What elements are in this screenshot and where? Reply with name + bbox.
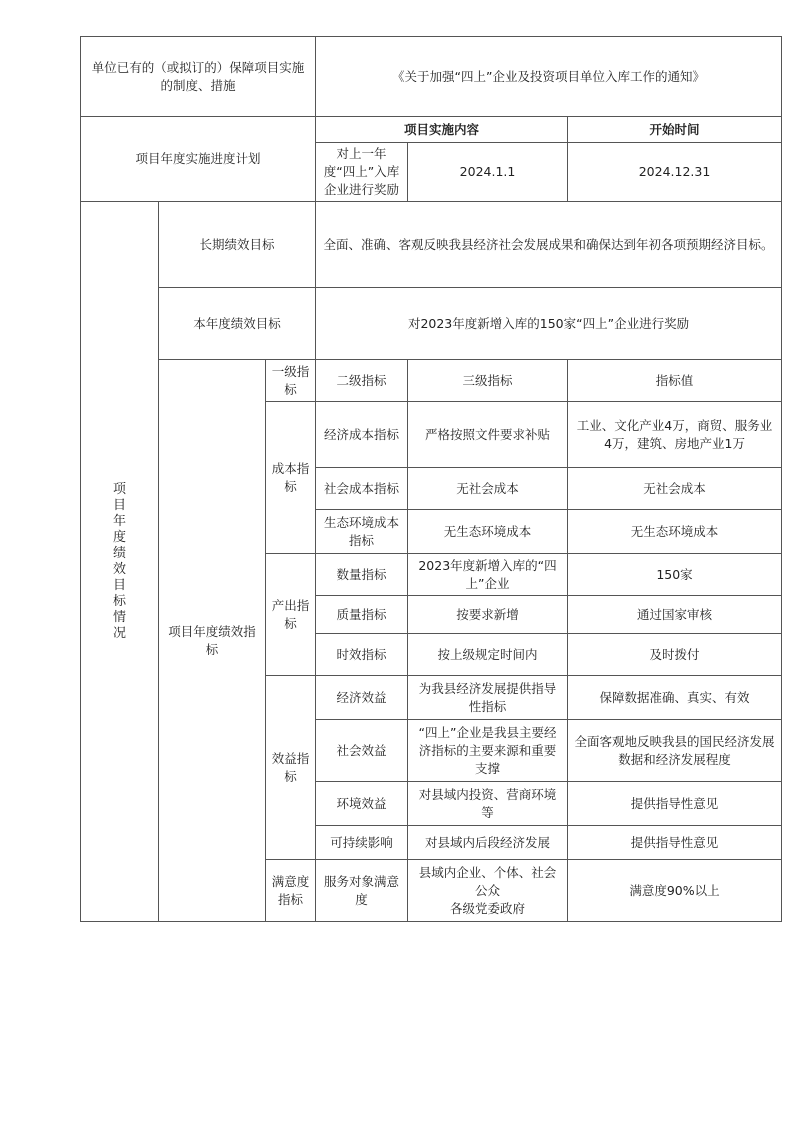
indicator-level3: 按上级规定时间内: [408, 634, 568, 676]
system-value: 《关于加强“四上”企业及投资项目单位入库工作的通知》: [316, 37, 782, 117]
indicator-value: 工业、文化产业4万，商贸、服务业4万，建筑、房地产业1万: [568, 402, 782, 468]
indicator-value: 全面客观地反映我县的国民经济发展数据和经济发展程度: [568, 720, 782, 782]
long-term-value: 全面、准确、客观反映我县经济社会发展成果和确保达到年初各项预期经济目标。: [316, 202, 782, 288]
indicator-value: 通过国家审核: [568, 596, 782, 634]
perf-section-text: 项目年度绩效目标情况: [112, 481, 126, 641]
indicator-level3: 严格按照文件要求补贴: [408, 402, 568, 468]
indicator-label: 项目年度绩效指标: [159, 360, 266, 922]
indicator-level3: 按要求新增: [408, 596, 568, 634]
indicator-level3: 无生态环境成本: [408, 510, 568, 554]
indicator-level3: 无社会成本: [408, 468, 568, 510]
value-header: 指标值: [568, 360, 782, 402]
schedule-end: 2024.12.31: [568, 143, 782, 202]
level2-header: 二级指标: [316, 360, 408, 402]
indicator-level2: 环境效益: [316, 782, 408, 826]
schedule-start: 2024.1.1: [408, 143, 568, 202]
indicator-level3: “四上”企业是我县主要经济指标的主要来源和重要支撑: [408, 720, 568, 782]
long-term-label: 长期绩效目标: [159, 202, 316, 288]
annual-row: [81, 288, 782, 360]
annual-label: 本年度绩效目标: [159, 288, 316, 360]
level1-header: 一级指标: [266, 360, 316, 402]
annual-value: 对2023年度新增入库的150家“四上”企业进行奖励: [316, 288, 782, 360]
indicator-level2: 服务对象满意度: [316, 860, 408, 922]
indicator-level3: 2023年度新增入库的“四上”企业: [408, 554, 568, 596]
indicator-level2: 社会成本指标: [316, 468, 408, 510]
indicator-level2: 经济成本指标: [316, 402, 408, 468]
schedule-start-header: 开始时间: [568, 117, 782, 143]
indicator-level3: 对县域内后段经济发展: [408, 826, 568, 860]
indicator-value: 保障数据准确、真实、有效: [568, 676, 782, 720]
schedule-label: 项目年度实施进度计划: [81, 117, 316, 202]
benefit-group: 效益指标: [266, 676, 316, 860]
indicator-header-row: [81, 360, 782, 402]
indicator-value: 无社会成本: [568, 468, 782, 510]
indicator-value: 提供指导性意见: [568, 826, 782, 860]
system-label: 单位已有的（或拟订的）保障项目实施的制度、措施: [81, 37, 316, 117]
schedule-header-row: [81, 117, 782, 143]
indicator-level2: 社会效益: [316, 720, 408, 782]
schedule-content-header: 项目实施内容: [316, 117, 568, 143]
indicator-level2: 经济效益: [316, 676, 408, 720]
indicator-value: 提供指导性意见: [568, 782, 782, 826]
system-row: [81, 37, 782, 117]
perf-section-label: [81, 202, 159, 922]
indicator-level3: 为我县经济发展提供指导性指标: [408, 676, 568, 720]
level3-header: 三级指标: [408, 360, 568, 402]
indicator-level2: 时效指标: [316, 634, 408, 676]
schedule-content: 对上一年度“四上”入库企业进行奖励: [316, 143, 408, 202]
indicator-level3: 县域内企业、个体、社会公众 各级党委政府: [408, 860, 568, 922]
indicator-level2: 质量指标: [316, 596, 408, 634]
indicator-value: 无生态环境成本: [568, 510, 782, 554]
long-term-row: [81, 202, 782, 288]
indicator-level3: 对县域内投资、营商环境等: [408, 782, 568, 826]
project-performance-table: [80, 36, 782, 922]
satisfaction-group: 满意度指标: [266, 860, 316, 922]
indicator-level2: 可持续影响: [316, 826, 408, 860]
indicator-value: 满意度90%以上: [568, 860, 782, 922]
output-group: 产出指标: [266, 554, 316, 676]
indicator-value: 及时拨付: [568, 634, 782, 676]
indicator-value: 150家: [568, 554, 782, 596]
indicator-level2: 生态环境成本指标: [316, 510, 408, 554]
indicator-level2: 数量指标: [316, 554, 408, 596]
cost-group: 成本指标: [266, 402, 316, 554]
